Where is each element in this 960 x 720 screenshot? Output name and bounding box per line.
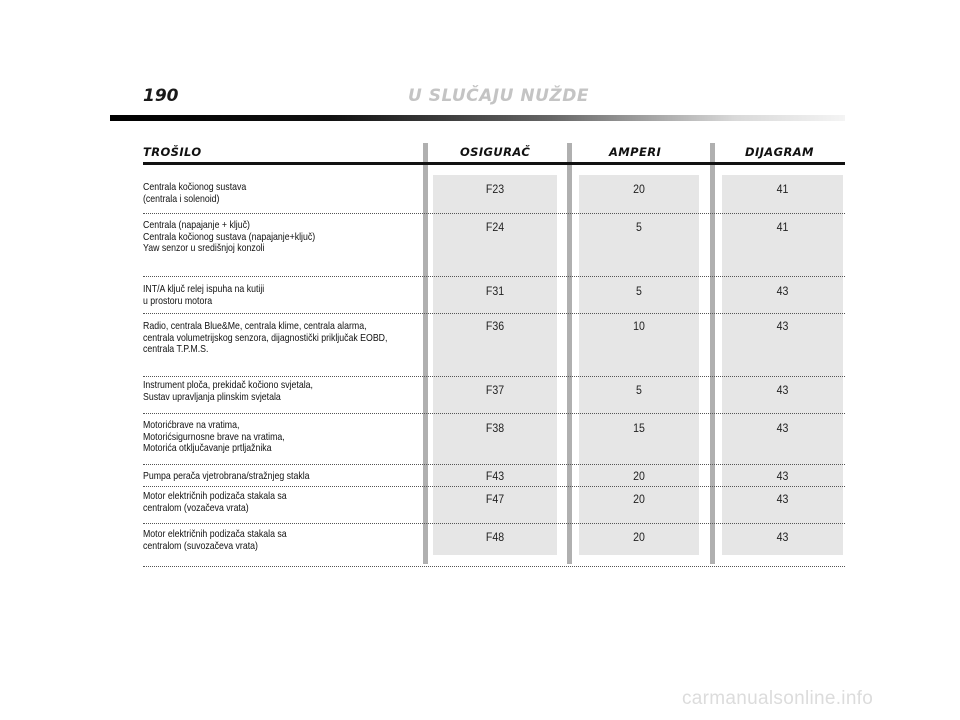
description-line: Centrala kočionog sustava [143, 182, 247, 193]
fuse-value: F38 [485, 421, 505, 435]
diagram-value: 41 [776, 182, 789, 196]
row-description [143, 491, 375, 514]
column-header-fuse: OSIGURAČ [460, 145, 531, 159]
column-divider [710, 143, 715, 564]
diagram-value: 43 [776, 530, 789, 544]
fuse-value: F37 [485, 383, 505, 397]
fuse-value: F48 [485, 530, 505, 544]
column-divider [567, 143, 572, 564]
fuse-value: F47 [485, 492, 505, 506]
description-line: centralom (vozačeva vrata) [143, 502, 249, 514]
description-line: Motor električnih podizača stakala sa [143, 529, 287, 540]
description-line: Yaw senzor u središnjoj konzoli [143, 243, 265, 255]
watermark: carmanualsonline.info [682, 688, 874, 709]
column-header-diagram: DIJAGRAM [745, 145, 814, 159]
description-line: Radio, centrala Blue&Me, centrala klime, centrala alarma, [143, 321, 367, 332]
description-line: centrala volumetrijskog senzora, dijagnostički priključak EOBD, [143, 332, 388, 344]
row-separator [143, 413, 845, 414]
row-description [143, 182, 375, 205]
row-separator [143, 464, 845, 465]
description-line: Motorića otključavanje prtljažnika [143, 443, 272, 455]
fuse-value: F36 [485, 319, 505, 333]
description-line: centrala T.P.M.S. [143, 344, 209, 356]
row-separator [143, 523, 845, 524]
row-description [143, 284, 375, 307]
diagram-value: 43 [776, 319, 789, 333]
amps-value: 5 [636, 284, 642, 298]
description-line: Instrument ploča, prekidač kočiono svjetala, [143, 380, 313, 391]
fuse-value: F24 [485, 220, 505, 234]
description-line: Motor električnih podizača stakala sa [143, 491, 287, 502]
description-line: u prostoru motora [143, 295, 213, 307]
description-line: Centrala kočionog sustava (napajanje+ključ) [143, 231, 316, 243]
row-separator [143, 213, 845, 214]
row-separator [143, 376, 845, 377]
amps-value: 20 [633, 182, 645, 196]
row-description [143, 220, 375, 255]
description-line: Motorićsigurnosne brave na vratima, [143, 431, 285, 443]
amps-value: 15 [633, 421, 645, 435]
description-line: Centrala (napajanje + ključ) [143, 220, 250, 231]
fuse-value: F23 [485, 182, 505, 196]
description-line: (centrala i solenoid) [143, 193, 220, 205]
row-description [143, 420, 375, 455]
fuse-value: F43 [485, 469, 505, 483]
diagram-value: 43 [776, 421, 789, 435]
row-description [143, 529, 375, 552]
diagram-value: 43 [776, 383, 789, 397]
diagram-value: 41 [776, 220, 789, 234]
diagram-value: 43 [776, 284, 789, 298]
row-description [143, 321, 388, 356]
column-header-consumer: TROŠILO [143, 145, 202, 159]
amps-value: 20 [633, 530, 645, 544]
row-description [143, 471, 375, 483]
page-number: 190 [143, 86, 179, 106]
diagram-value: 43 [776, 469, 789, 483]
row-separator [143, 566, 845, 567]
row-separator [143, 486, 845, 487]
title-rule [110, 115, 845, 121]
diagram-value: 43 [776, 492, 789, 506]
description-line: Motorićbrave na vratima, [143, 420, 240, 431]
amps-value: 5 [636, 220, 642, 234]
description-line: Sustav upravljanja plinskim svjetala [143, 391, 281, 403]
column-header-amps: AMPERI [609, 145, 662, 159]
row-separator [143, 313, 845, 314]
row-separator [143, 276, 845, 277]
row-description [143, 380, 375, 403]
amps-value: 5 [636, 383, 642, 397]
amps-value: 20 [633, 469, 645, 483]
description-line: INT/A ključ relej ispuha na kutiji [143, 284, 265, 295]
fuse-value: F31 [485, 284, 505, 298]
section-title: U SLUČAJU NUŽDE [408, 86, 589, 106]
description-line: centralom (suvozačeva vrata) [143, 540, 258, 552]
column-divider [423, 143, 428, 564]
header-rule [143, 162, 845, 165]
description-line: Pumpa perača vjetrobrana/stražnjeg stakla [143, 471, 310, 482]
amps-value: 20 [633, 492, 645, 506]
amps-value: 10 [633, 319, 645, 333]
